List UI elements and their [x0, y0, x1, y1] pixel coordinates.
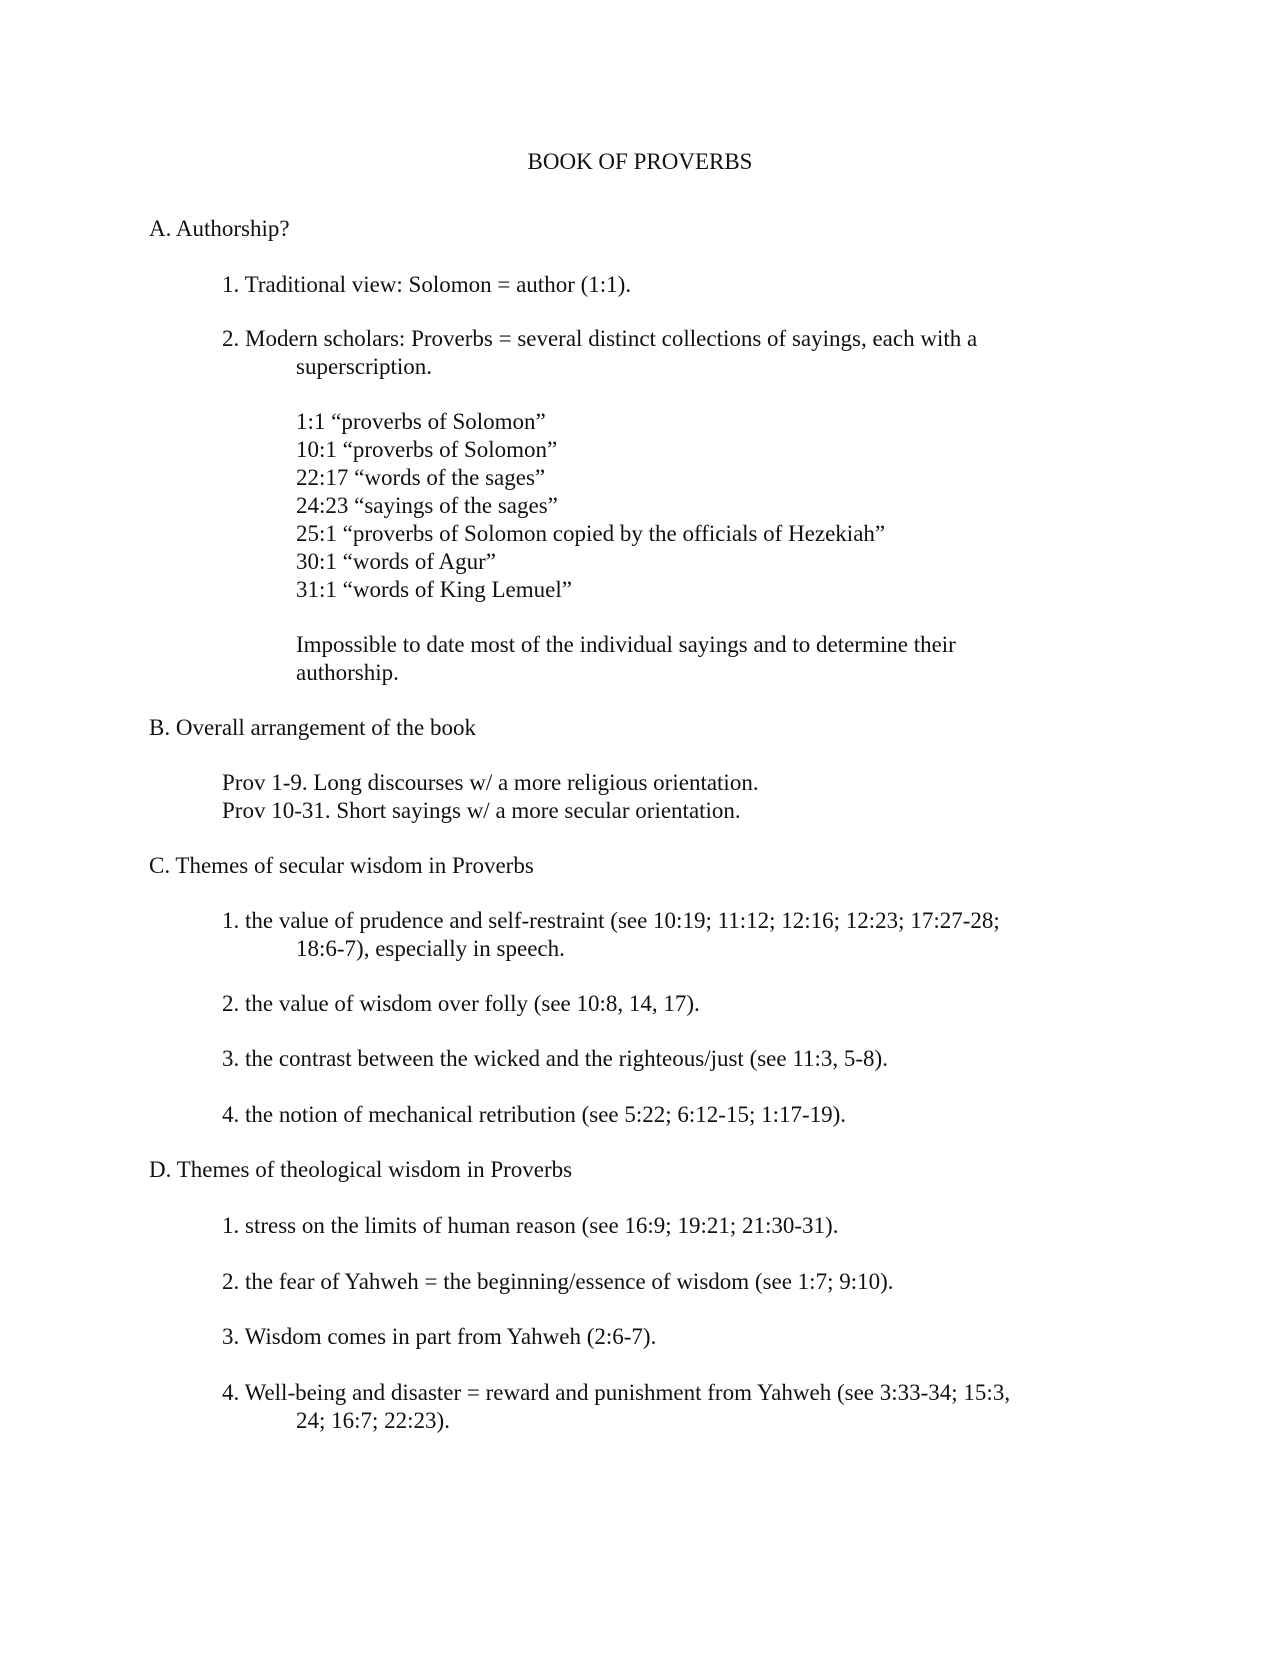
section-d-item-2: 2. the fear of Yahweh = the beginning/essence of wisdom (see 1:7; 9:10). [222, 1269, 894, 1294]
collection-line: 1:1 “proverbs of Solomon” [296, 409, 546, 434]
section-a-note-line-2: authorship. [296, 660, 399, 685]
section-d-heading: D. Themes of theological wisdom in Proverbs [149, 1157, 573, 1182]
section-a-item-2-line-1: 2. Modern scholars: Proverbs = several distinct collections of sayings, each with a [222, 326, 978, 351]
section-b-line-2: Prov 10-31. Short sayings w/ a more secular orientation. [222, 798, 741, 823]
document-title: BOOK OF PROVERBS [527, 149, 753, 174]
collection-line: 10:1 “proverbs of Solomon” [296, 437, 558, 462]
section-d-item-3: 3. Wisdom comes in part from Yahweh (2:6-7). [222, 1324, 657, 1349]
section-c-item-2: 2. the value of wisdom over folly (see 10:8, 14, 17). [222, 991, 700, 1016]
section-c-item-1-line-1: 1. the value of prudence and self-restraint (see 10:19; 11:12; 12:16; 12:23; 17:27-28; [222, 908, 1000, 933]
section-a-item-2-line-2: superscription. [296, 354, 433, 379]
collection-line: 31:1 “words of King Lemuel” [296, 577, 572, 602]
section-a-item-1: 1. Traditional view: Solomon = author (1:1). [222, 272, 632, 297]
section-c-item-1-line-2: 18:6-7), especially in speech. [296, 936, 565, 961]
section-a-heading: A. Authorship? [149, 216, 290, 241]
section-d-item-1: 1. stress on the limits of human reason (see 16:9; 19:21; 21:30-31). [222, 1213, 839, 1238]
section-d-item-4-line-1: 4. Well-being and disaster = reward and punishment from Yahweh (see 3:33-34; 15:3, [222, 1380, 1011, 1405]
collection-line: 30:1 “words of Agur” [296, 549, 496, 574]
section-c-item-4: 4. the notion of mechanical retribution (see 5:22; 6:12-15; 1:17-19). [222, 1102, 847, 1127]
collection-line: 24:23 “sayings of the sages” [296, 493, 558, 518]
section-c-heading: C. Themes of secular wisdom in Proverbs [149, 853, 534, 878]
section-a-note-line-1: Impossible to date most of the individual sayings and to determine their [296, 632, 956, 657]
collection-line: 25:1 “proverbs of Solomon copied by the officials of Hezekiah” [296, 521, 886, 546]
section-c-item-3: 3. the contrast between the wicked and the righteous/just (see 11:3, 5-8). [222, 1046, 888, 1071]
section-d-item-4-line-2: 24; 16:7; 22:23). [296, 1408, 450, 1433]
section-b-heading: B. Overall arrangement of the book [149, 715, 476, 740]
section-b-line-1: Prov 1-9. Long discourses w/ a more religious orientation. [222, 770, 759, 795]
collection-line: 22:17 “words of the sages” [296, 465, 546, 490]
